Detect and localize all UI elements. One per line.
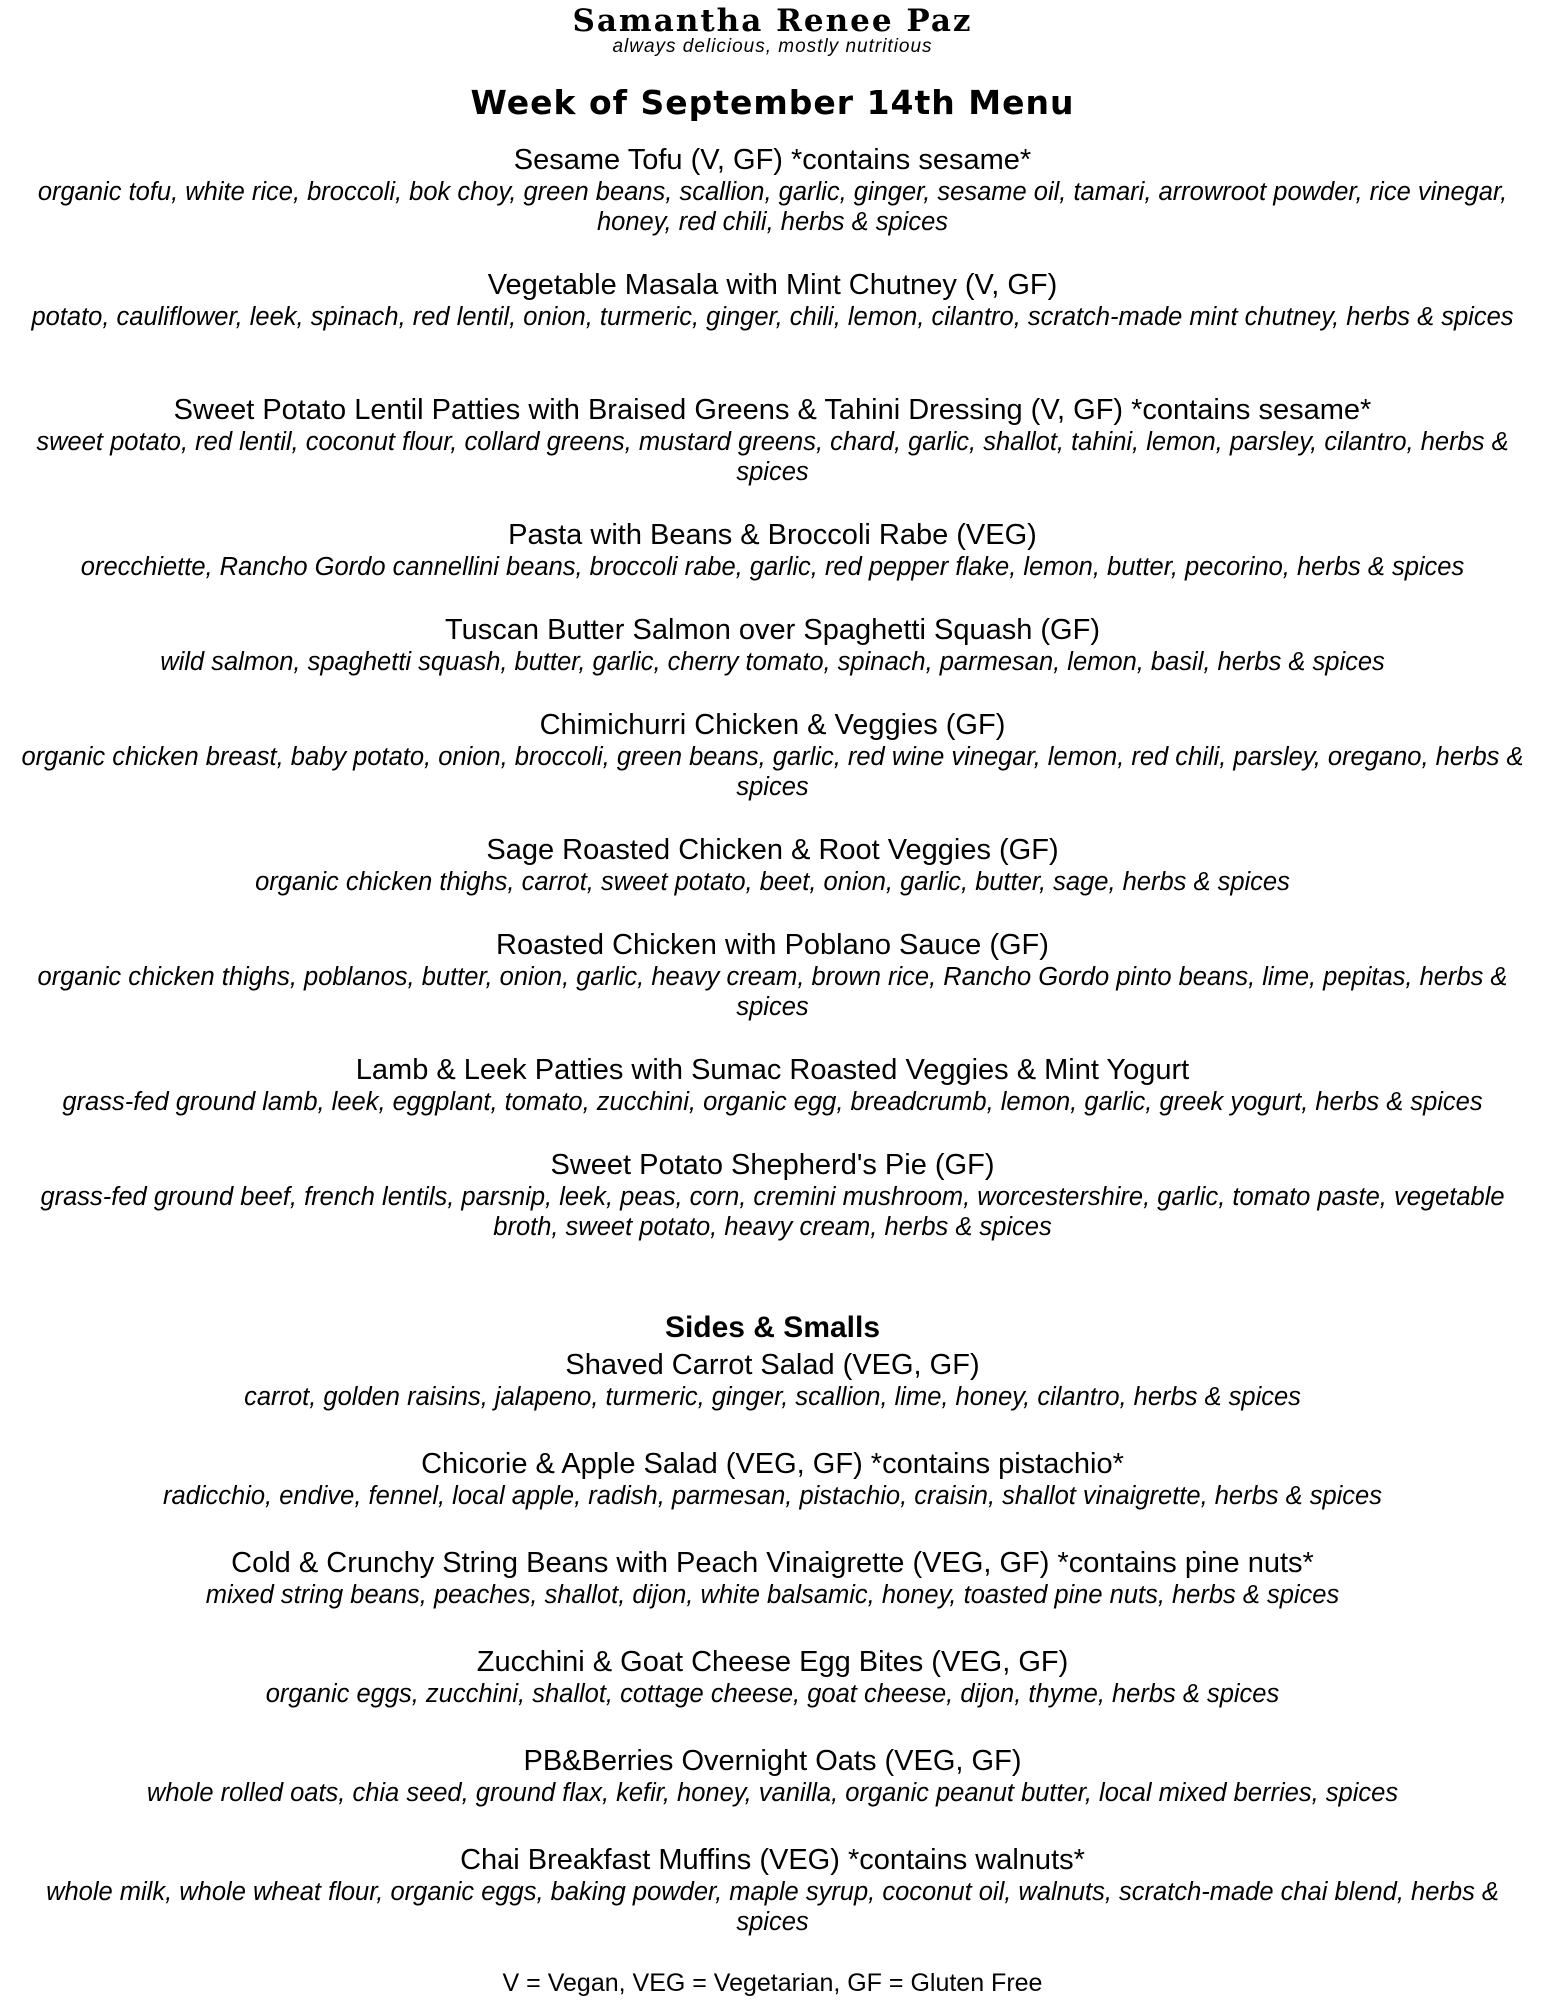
menu-item-chai-muffins [0, 1843, 1545, 1937]
menu-item-ingredients: whole milk, whole wheat flour, organic eggs, baking powder, maple syrup, coconut oil, walnuts, scratch-made chai blend, herbs & spices [46, 1878, 1499, 1936]
menu-item-name: Sweet Potato Shepherd's Pie (GF) [550, 1149, 995, 1181]
menu-item-overnight-oats [0, 1744, 1545, 1808]
menu-item-name: Chimichurri Chicken & Veggies (GF) [539, 709, 1006, 741]
menu-item-ingredients: sweet potato, red lentil, coconut flour, collard greens, mustard greens, chard, garlic, shallot, tahini, lemon, parsley, cilantro, herbs & spices [36, 428, 1509, 486]
menu-item-ingredients: whole rolled oats, chia seed, ground flax, kefir, honey, vanilla, organic peanut butter, local mixed berries, spices [146, 1779, 1399, 1807]
menu-item-sweet-potato-shepherds-pie [0, 1148, 1545, 1242]
menu-item-vegetable-masala [0, 268, 1545, 332]
menu-item-name: Chai Breakfast Muffins (VEG) *contains walnuts* [460, 1844, 1085, 1876]
menu-item-name: Cold & Crunchy String Beans with Peach Vinaigrette (VEG, GF) *contains pine nuts* [231, 1547, 1314, 1579]
menu-item-ingredients: organic tofu, white rice, broccoli, bok choy, green beans, scallion, garlic, ginger, sesame oil, tamari, arrowroot powder, rice vinegar, honey, red chili, herbs & spices [37, 178, 1508, 236]
menu-item-string-beans [0, 1546, 1545, 1610]
menu-item-ingredients: grass-fed ground lamb, leek, eggplant, tomato, zucchini, organic egg, breadcrumb, lemon, garlic, greek yogurt, herbs & spices [62, 1088, 1483, 1116]
menu-item-ingredients: carrot, golden raisins, jalapeno, turmeric, ginger, scallion, lime, honey, cilantro, herbs & spices [244, 1383, 1301, 1411]
menu-item-ingredients: organic chicken thighs, poblanos, butter, onion, garlic, heavy cream, brown rice, Rancho Gordo pinto beans, lime, pepitas, herbs & spices [37, 963, 1508, 1021]
menu-item-name: Chicorie & Apple Salad (VEG, GF) *contains pistachio* [421, 1448, 1124, 1480]
menu-title: Week of September 14th Menu [470, 83, 1075, 122]
sides-section-title: Sides & Smalls [664, 1311, 881, 1344]
menu-item-name: Tuscan Butter Salmon over Spaghetti Squash (GF) [445, 614, 1100, 646]
menu-item-name: Sage Roasted Chicken & Root Veggies (GF) [486, 834, 1059, 866]
menu-item-ingredients: mixed string beans, peaches, shallot, dijon, white balsamic, honey, toasted pine nuts, herbs & spices [205, 1581, 1340, 1609]
brand-name: Samantha Renee Paz [572, 3, 973, 39]
menu-item-ingredients: grass-fed ground beef, french lentils, parsnip, leek, peas, corn, cremini mushroom, worcestershire, garlic, tomato paste, vegetable broth, sweet potato, heavy cream, herbs & spices [40, 1183, 1505, 1241]
menu-item-chimichurri-chicken [0, 708, 1545, 802]
menu-item-ingredients: radicchio, endive, fennel, local apple, radish, parmesan, pistachio, craisin, shallot vinaigrette, herbs & spices [163, 1482, 1382, 1510]
menu-item-name: Shaved Carrot Salad (VEG, GF) [565, 1349, 980, 1381]
menu-item-shaved-carrot-salad [0, 1348, 1545, 1412]
menu-item-sage-roasted-chicken [0, 833, 1545, 897]
menu-item-sweet-potato-lentil-patties [0, 393, 1545, 487]
menu-item-ingredients: orecchiette, Rancho Gordo cannellini beans, broccoli rabe, garlic, red pepper flake, lemon, butter, pecorino, herbs & spices [80, 553, 1465, 581]
menu-item-ingredients: organic eggs, zucchini, shallot, cottage cheese, goat cheese, dijon, thyme, herbs & spices [265, 1680, 1280, 1708]
menu-item-name: Vegetable Masala with Mint Chutney (V, GF) [487, 269, 1058, 301]
menu-item-ingredients: organic chicken breast, baby potato, onion, broccoli, green beans, garlic, red wine vinegar, lemon, red chili, parsley, oregano, herbs & spices [21, 743, 1524, 801]
menu-item-ingredients: organic chicken thighs, carrot, sweet potato, beet, onion, garlic, butter, sage, herbs & spices [255, 868, 1290, 896]
menu-item-roasted-chicken-poblano [0, 928, 1545, 1022]
menu-item-name: Roasted Chicken with Poblano Sauce (GF) [496, 929, 1049, 961]
menu-item-name: Pasta with Beans & Broccoli Rabe (VEG) [508, 519, 1037, 551]
menu-item-ingredients: potato, cauliflower, leek, spinach, red lentil, onion, turmeric, ginger, chili, lemon, cilantro, scratch-made mint chutney, herbs & spices [31, 303, 1514, 331]
menu-item-lamb-leek-patties [0, 1053, 1545, 1117]
menu-item-name: Sweet Potato Lentil Patties with Braised Greens & Tahini Dressing (V, GF) *contains sesame* [173, 394, 1372, 426]
menu-item-sesame-tofu [0, 143, 1545, 237]
menu-item-name: PB&Berries Overnight Oats (VEG, GF) [523, 1745, 1022, 1777]
brand-tagline: always delicious, mostly nutritious [612, 36, 933, 57]
menu-item-name: Zucchini & Goat Cheese Egg Bites (VEG, GF) [476, 1646, 1069, 1678]
dietary-legend: V = Vegan, VEG = Vegetarian, GF = Gluten Free [502, 1969, 1043, 1997]
menu-item-name: Lamb & Leek Patties with Sumac Roasted Veggies & Mint Yogurt [355, 1054, 1190, 1086]
menu-item-ingredients: wild salmon, spaghetti squash, butter, garlic, cherry tomato, spinach, parmesan, lemon, basil, herbs & spices [160, 648, 1385, 676]
menu-item-name: Sesame Tofu (V, GF) *contains sesame* [513, 144, 1032, 176]
menu-item-chicorie-apple-salad [0, 1447, 1545, 1511]
menu-item-egg-bites [0, 1645, 1545, 1709]
menu-item-pasta-beans-broccoli-rabe [0, 518, 1545, 582]
menu-item-tuscan-butter-salmon [0, 613, 1545, 677]
